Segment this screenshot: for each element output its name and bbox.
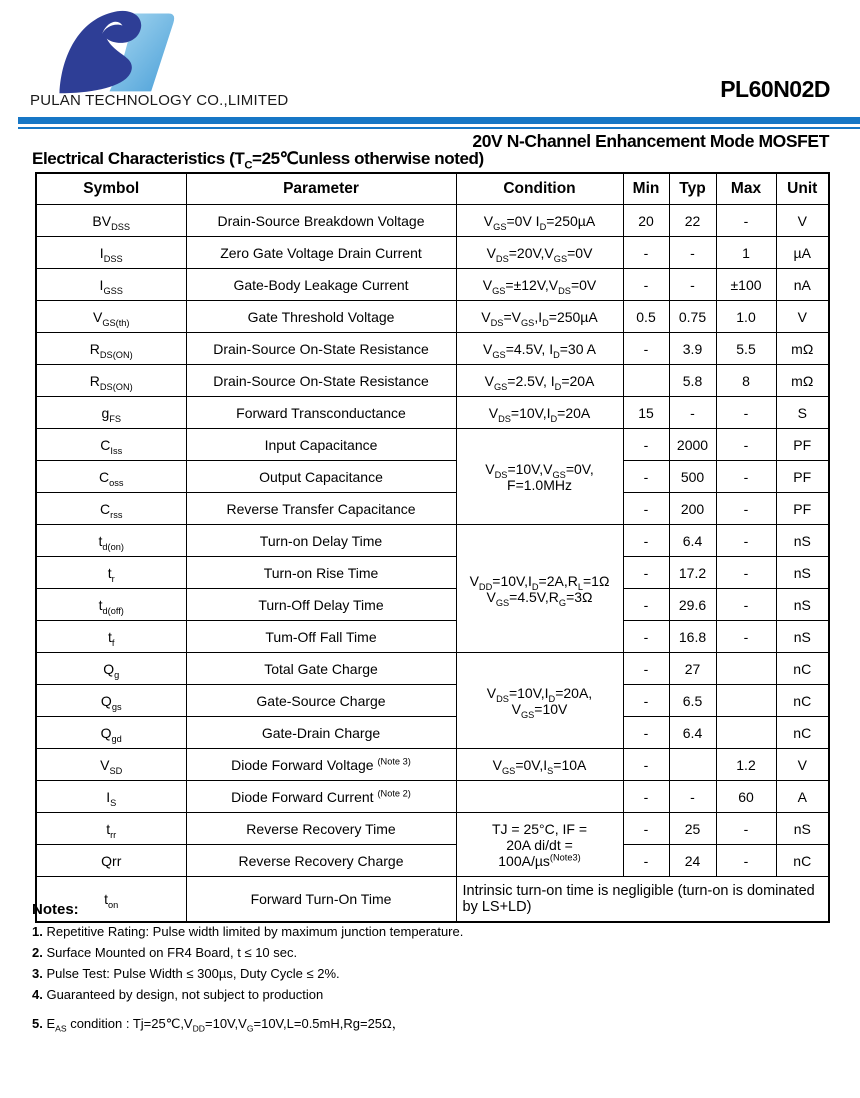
- cell-parameter: Turn-Off Delay Time: [186, 589, 456, 621]
- note-text: Guaranteed by design, not subject to production: [42, 987, 324, 1002]
- col-header-condition: Condition: [456, 173, 623, 205]
- cell-condition: $V_{GS}=2.5V$, $I_D=20A$: [456, 365, 623, 397]
- section-title: Electrical Characteristics ($T_C=25℃unless$ otherwise noted): [32, 149, 484, 172]
- cell-symbol: $t_f$: [36, 621, 186, 653]
- cell-symbol: $Q_{gs}$: [36, 685, 186, 717]
- notes-section: [32, 901, 812, 1038]
- cell-max: -: [716, 397, 776, 429]
- cell-symbol: $R_{DS(ON)}$: [36, 365, 186, 397]
- note-item: [32, 924, 812, 939]
- note-text: Repetitive Rating: Pulse width limited by maximum junction temperature.: [42, 924, 464, 939]
- cell-parameter: Reverse Recovery Time: [186, 813, 456, 845]
- table-row: [36, 557, 829, 589]
- note-text: Surface Mounted on FR4 Board, t ≤ 10 sec.: [42, 945, 298, 960]
- cell-typ: 22: [669, 205, 716, 237]
- cell-min: -: [623, 269, 669, 301]
- cell-min: -: [623, 237, 669, 269]
- cell-parameter: Forward Turn-On Time: [186, 877, 456, 923]
- cell-max: -: [716, 621, 776, 653]
- cell-unit: nS: [776, 813, 829, 845]
- col-header-parameter: Parameter: [186, 173, 456, 205]
- cell-typ: 200: [669, 493, 716, 525]
- table-row: [36, 525, 829, 557]
- cell-unit: A: [776, 781, 829, 813]
- cell-min: -: [623, 461, 669, 493]
- cell-unit: V: [776, 205, 829, 237]
- table-row: [36, 685, 829, 717]
- cell-max: 5.5: [716, 333, 776, 365]
- cell-typ: 6.4: [669, 525, 716, 557]
- cell-unit: nC: [776, 685, 829, 717]
- cell-max: -: [716, 205, 776, 237]
- table-row: [36, 461, 829, 493]
- note-number: 5.: [32, 1016, 43, 1031]
- cell-symbol: $t_{rr}$: [36, 813, 186, 845]
- note-text: $E_{AS}$ condition : $Tj=25℃,V_{DD}=10V,V_G=10V,L=0.5mH,Rg=25\Omega$，: [42, 1016, 405, 1034]
- cell-min: [623, 365, 669, 397]
- cell-parameter: Tum-Off Fall Time: [186, 621, 456, 653]
- cell-min: -: [623, 653, 669, 685]
- cell-condition-merged: $V_{DS}=10V,I_D=20A$, $V_{GS}=10V$: [456, 653, 623, 749]
- cell-parameter: Gate-Drain Charge: [186, 717, 456, 749]
- cell-condition: $V_{GS}=0V$ $I_D=250\mu A$: [456, 205, 623, 237]
- cell-unit: mΩ: [776, 365, 829, 397]
- cell-symbol: $R_{DS(ON)}$: [36, 333, 186, 365]
- cell-span-note: Intrinsic turn-on time is negligible (turn-on is dominated by LS+LD): [456, 877, 829, 923]
- cell-max: 8: [716, 365, 776, 397]
- table-row: [36, 429, 829, 461]
- cell-min: -: [623, 589, 669, 621]
- cell-parameter: Drain-Source Breakdown Voltage: [186, 205, 456, 237]
- cell-symbol: $BV_{DSS}$: [36, 205, 186, 237]
- cell-max: -: [716, 525, 776, 557]
- cell-min: -: [623, 813, 669, 845]
- cell-min: -: [623, 781, 669, 813]
- cell-min: -: [623, 429, 669, 461]
- col-header-unit: Unit: [776, 173, 829, 205]
- cell-max: -: [716, 429, 776, 461]
- table-row: [36, 269, 829, 301]
- cell-symbol: $Q_{gd}$: [36, 717, 186, 749]
- col-header-max: Max: [716, 173, 776, 205]
- col-header-typ: Typ: [669, 173, 716, 205]
- cell-parameter: Drain-Source On-State Resistance: [186, 365, 456, 397]
- cell-symbol: $C_{rss}$: [36, 493, 186, 525]
- cell-min: -: [623, 621, 669, 653]
- cell-typ: -: [669, 269, 716, 301]
- note-item: [32, 987, 812, 1002]
- col-header-min: Min: [623, 173, 669, 205]
- cell-min: -: [623, 845, 669, 877]
- cell-unit: PF: [776, 493, 829, 525]
- cell-min: -: [623, 717, 669, 749]
- cell-unit: V: [776, 749, 829, 781]
- cell-min: -: [623, 493, 669, 525]
- cell-symbol: $Q_g$: [36, 653, 186, 685]
- cell-typ: 0.75: [669, 301, 716, 333]
- cell-condition: $V_{GS}=\pm 12V,V_{DS}=0V$: [456, 269, 623, 301]
- cell-typ: 6.5: [669, 685, 716, 717]
- cell-min: -: [623, 333, 669, 365]
- cell-typ: -: [669, 397, 716, 429]
- cell-unit: mΩ: [776, 333, 829, 365]
- cell-parameter: Drain-Source On-State Resistance: [186, 333, 456, 365]
- note-item: [32, 1013, 812, 1032]
- table-row: [36, 621, 829, 653]
- cell-symbol: $C_{Iss}$: [36, 429, 186, 461]
- cell-max: 1.2: [716, 749, 776, 781]
- cell-typ: 17.2: [669, 557, 716, 589]
- cell-parameter: Diode Forward Voltage $^{(Note 3)}$: [186, 749, 456, 781]
- table-row: [36, 397, 829, 429]
- cell-symbol: $V_{SD}$: [36, 749, 186, 781]
- cell-typ: 24: [669, 845, 716, 877]
- cell-typ: 3.9: [669, 333, 716, 365]
- cell-parameter: Reverse Recovery Charge: [186, 845, 456, 877]
- cell-min: 0.5: [623, 301, 669, 333]
- cell-parameter: Diode Forward Current $^{(Note 2)}$: [186, 781, 456, 813]
- cell-symbol: $t_{on}$: [36, 877, 186, 923]
- cell-parameter: Gate-Source Charge: [186, 685, 456, 717]
- note-number: 2.: [32, 945, 43, 960]
- cell-condition-merged: TJ = 25°C, IF = 20A di/dt = 100A/µs$^{(Note3)}$: [456, 813, 623, 877]
- table-row: [36, 365, 829, 397]
- electrical-characteristics-table: [35, 172, 830, 923]
- cell-condition: $V_{GS}=4.5V$, $I_D=30$ A: [456, 333, 623, 365]
- cell-unit: nA: [776, 269, 829, 301]
- note-number: 4.: [32, 987, 43, 1002]
- cell-max: [716, 717, 776, 749]
- cell-symbol: $I_{GSS}$: [36, 269, 186, 301]
- table-row: [36, 781, 829, 813]
- table-row: [36, 301, 829, 333]
- table-row: [36, 589, 829, 621]
- cell-max: ±100: [716, 269, 776, 301]
- note-item: [32, 945, 812, 960]
- cell-typ: 5.8: [669, 365, 716, 397]
- note-number: 1.: [32, 924, 43, 939]
- cell-typ: [669, 749, 716, 781]
- cell-typ: -: [669, 237, 716, 269]
- note-item: [32, 966, 812, 981]
- cell-typ: 2000: [669, 429, 716, 461]
- table-row: [36, 749, 829, 781]
- cell-parameter: Gate-Body Leakage Current: [186, 269, 456, 301]
- cell-unit: S: [776, 397, 829, 429]
- cell-typ: 25: [669, 813, 716, 845]
- cell-typ: 29.6: [669, 589, 716, 621]
- cell-parameter: Gate Threshold Voltage: [186, 301, 456, 333]
- cell-symbol: $V_{GS(th)}$: [36, 301, 186, 333]
- cell-unit: nS: [776, 557, 829, 589]
- cell-symbol: $t_{d(off)}$: [36, 589, 186, 621]
- cell-typ: 6.4: [669, 717, 716, 749]
- cell-max: [716, 685, 776, 717]
- cell-symbol: $I_{DSS}$: [36, 237, 186, 269]
- cell-unit: nS: [776, 589, 829, 621]
- part-number: PL60N02D: [720, 76, 830, 102]
- notes-title: Notes:: [32, 901, 79, 918]
- cell-max: -: [716, 493, 776, 525]
- cell-parameter: Turn-on Rise Time: [186, 557, 456, 589]
- cell-parameter: Input Capacitance: [186, 429, 456, 461]
- cell-max: -: [716, 845, 776, 877]
- cell-symbol: Qrr: [36, 845, 186, 877]
- company-logo: [52, 8, 204, 96]
- cell-condition: [456, 781, 623, 813]
- cell-typ: 500: [669, 461, 716, 493]
- cell-unit: nS: [776, 525, 829, 557]
- cell-parameter: Total Gate Charge: [186, 653, 456, 685]
- cell-symbol: $C_{oss}$: [36, 461, 186, 493]
- cell-unit: nC: [776, 653, 829, 685]
- cell-typ: -: [669, 781, 716, 813]
- cell-unit: V: [776, 301, 829, 333]
- cell-max: -: [716, 461, 776, 493]
- cell-symbol: $g_{FS}$: [36, 397, 186, 429]
- cell-unit: nS: [776, 621, 829, 653]
- table-row: [36, 845, 829, 877]
- table-row: [36, 237, 829, 269]
- header-divider-thin: [18, 127, 860, 129]
- cell-parameter: Forward Transconductance: [186, 397, 456, 429]
- device-subtitle: 20V N-Channel Enhancement Mode MOSFET: [472, 131, 829, 151]
- cell-symbol: $t_{d(on)}$: [36, 525, 186, 557]
- cell-max: 60: [716, 781, 776, 813]
- cell-max: -: [716, 557, 776, 589]
- table-row: [36, 717, 829, 749]
- note-number: 3.: [32, 966, 43, 981]
- company-name: PULAN TECHNOLOGY CO.,LIMITED: [30, 92, 289, 109]
- table-row: [36, 333, 829, 365]
- cell-min: -: [623, 525, 669, 557]
- cell-parameter: Turn-on Delay Time: [186, 525, 456, 557]
- cell-condition-merged: $V_{DD}=10V,I_D=2A,R_L=1\Omega$ $V_{GS}=4.5V,R_G=3\Omega$: [456, 525, 623, 653]
- cell-typ: 27: [669, 653, 716, 685]
- cell-condition: $V_{DS}=10V,I_D=20A$: [456, 397, 623, 429]
- table-row: [36, 813, 829, 845]
- cell-max: -: [716, 589, 776, 621]
- cell-unit: µA: [776, 237, 829, 269]
- cell-parameter: Reverse Transfer Capacitance: [186, 493, 456, 525]
- cell-condition: $V_{GS}=0V,I_S=10A$: [456, 749, 623, 781]
- table-row: [36, 653, 829, 685]
- table-row: [36, 493, 829, 525]
- cell-unit: PF: [776, 429, 829, 461]
- cell-min: 20: [623, 205, 669, 237]
- table-header-row: [36, 173, 829, 205]
- cell-unit: nC: [776, 845, 829, 877]
- cell-symbol: $I_S$: [36, 781, 186, 813]
- cell-max: 1: [716, 237, 776, 269]
- cell-min: 15: [623, 397, 669, 429]
- cell-unit: nC: [776, 717, 829, 749]
- cell-condition-merged: $V_{DS}=10V,V_{GS}=0V$, F=1.0MHz: [456, 429, 623, 525]
- cell-condition: $V_{DS}=V_{GS},I_D=250\mu A$: [456, 301, 623, 333]
- header-divider-thick: [18, 117, 860, 124]
- cell-parameter: Output Capacitance: [186, 461, 456, 493]
- col-header-symbol: Symbol: [36, 173, 186, 205]
- cell-typ: 16.8: [669, 621, 716, 653]
- cell-symbol: $t_r$: [36, 557, 186, 589]
- cell-max: 1.0: [716, 301, 776, 333]
- table-row: [36, 205, 829, 237]
- cell-unit: PF: [776, 461, 829, 493]
- cell-max: [716, 653, 776, 685]
- cell-min: -: [623, 685, 669, 717]
- note-text: Pulse Test: Pulse Width ≤ 300µs, Duty Cycle ≤ 2%.: [42, 966, 340, 981]
- cell-max: -: [716, 813, 776, 845]
- cell-min: -: [623, 749, 669, 781]
- cell-parameter: Zero Gate Voltage Drain Current: [186, 237, 456, 269]
- cell-condition: $V_{DS}=20V,V_{GS}=0V$: [456, 237, 623, 269]
- cell-min: -: [623, 557, 669, 589]
